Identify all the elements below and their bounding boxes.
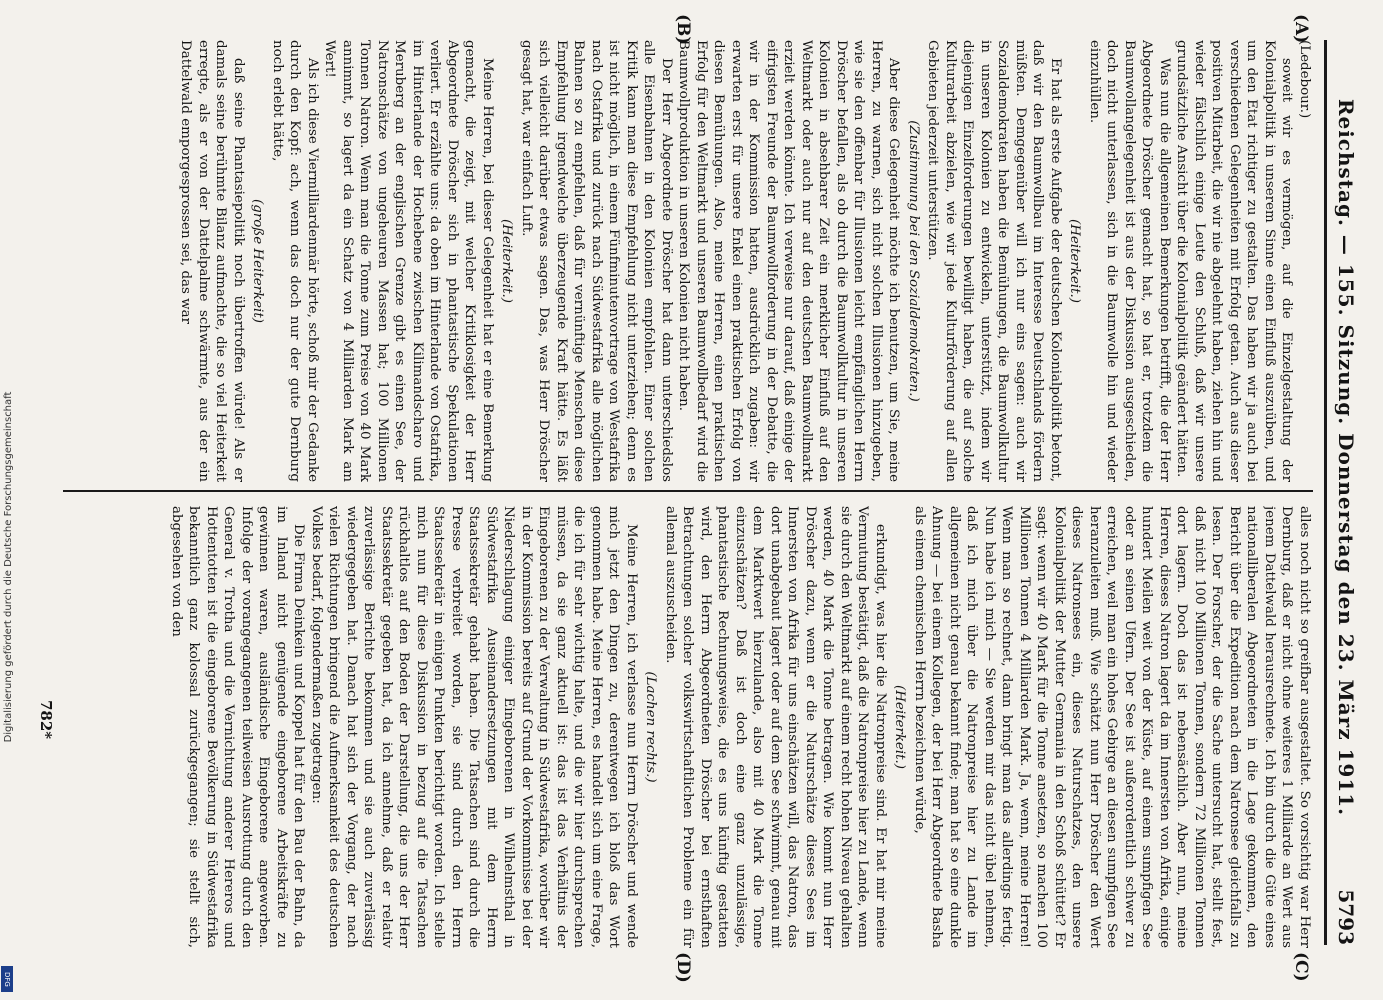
paragraph: daß seine Phantasiepolitik noch übertroffen würde! Als er damals seine berühmte Bilanz aufmachte, die so viel Heiterkeit erregte, als er von der Dattelpalme schwärmte, aus der ein Dattelwald emporgesprossen sei, das war	[178, 40, 246, 482]
interjection: (große Heiterkeit)	[250, 199, 266, 323]
speaker-line: (Ledebour.)	[1297, 40, 1312, 119]
paragraph: Der Herr Abgeordnete Dröscher hat dann unterschiedslos alle Eisenbahnen in den Kolonien empfohlen. Einer solchen Kritik kann man diese Empfehlung nicht unterziehen; denn es ist nicht möglich, in einem Fünfminutenvortrage von Westafrika nach Ostafrika und zurück nach Südwestafrika alle möglichen Bahnen so zu empfehlen, daß für vernünftige Menschen diese Empfehlung irgendwelche überzeugende Kraft hätte. Es läßt sich vielleicht darüber etwas sagen. Das, was Herr Dröscher gesagt hat, war einfach Luft.	[519, 40, 674, 482]
paragraph: Er hat als erste Aufgabe der deutschen Kolonialpolitik betont, daß wir den Baumwollbau im Interesse Deutschlands fördern müßten. Demgegenüber will ich nur eins sagen: auch wir Sozialdemokraten haben die Bemühungen, die Baumwollkultur in unseren Kolonien zu entwickeln, unterstützt, indem wir diejenigen Einzelforderungen bewilligt haben, die auf solche Kulturarbeit abzielen, wie wir jede Kulturförderung auf allen Gebieten jederzeit unterstützen.	[925, 40, 1063, 482]
paragraph: Aber diese Gelegenheit möchte ich benutzen, um Sie, meine Herren, zu warnen, sich nicht solchen Illusionen hinzugeben, wie sie den offenbar für Illusionen leicht empfänglichen Herrn Dröscher befallen, als ob durch die Baumwollkultur in unseren Kolonien in absehbarer Zeit ein merklicher Einfluß auf den Weltmarkt oder auch nur auf den deutschen Baumwollmarkt erzielt werden könnte. Ich verweise nur darauf, daß einige der eifrigsten Freunde der Baumwollforderung in der Debatte, die wir in der Kommission hatten, ausdrücklich zugaben: wir erwarten erst für unsere Enkel einen praktischen Erfolg von diesen Bemühungen. Also, meine Herren, einen praktischen Erfolg für den Weltmarkt und unseren Baumwollbedarf wird die Baumwollproduktion in unseren Kolonien nicht haben.	[676, 40, 902, 482]
header-rule	[1324, 40, 1327, 945]
dfg-logo: DFG	[1, 966, 13, 992]
page-number: 5793	[1334, 889, 1358, 945]
interjection: (Zustimmung bei den Sozialdemokraten.)	[906, 120, 921, 402]
signature-mark: 782*	[37, 700, 55, 740]
digitization-gutter	[0, 160, 14, 1000]
paragraph: erkundigt, was hier die Natronpreise sind. Er hat mir meine Vermutung bestätigt, daß die Natronpreise hier zu Lande, wenn sie durch den Weltmarkt auf einem recht hohen Niveau gehalten werden, 40 Mark die Tonne betragen. Wie kommt nun Herr Dröscher dazu, wenn er die Naturschätze dieses Sees im Innersten von Afrika für uns einschätzen will, das Natron, das dort unabgebaut lagert oder auf dem See schwimmt, genau mit dem Marktwert hierzulande, also mit 40 Mark die Tonne einzuschätzen? Daß ist doch eine ganz unzulässige, phantastische Rechnungsweise, die es uns künftig gestatten wird, den Herrn Abgeordneten Dröscher bei ernsthaften Betrachtungen solcher volkswirtschaftlichen Probleme ein für allemal auszuscheiden.	[663, 506, 888, 948]
right-column	[63, 506, 1313, 948]
page-header	[1331, 40, 1361, 945]
paragraph: Meine Herren, ich verlasse nun Herrn Dröscher und wende mich jetzt den Dingen zu, derentwegen ich bloß das Wort genommen habe. Meine Herren, es handelt sich um eine Frage, die ich für sehr wichtig halte, und die wir hier durchsprechen müssen, da sie ganz aktuell ist: das ist das Verhältnis der Eingeborenen zu der Verwaltung in Südwestafrika, worüber wir in der Kommission bereits auf Grund der Vorkommnisse bei der Niederschlagung einiger Eingeborenen in Wilhelmsthal in Südwestafrika Auseinandersetzungen mit dem Herrn Staatssekretär gehabt haben. Die Tatsachen sind durch die Presse verbreitet worden, sie sind durch den Herrn Staatssekretär in einigen Punkten berichtigt worden. Ich stelle mich nun für diese Diskussion in bezug auf die Tatsachen rückhaltlos auf den Boden der Darstellung, die uns der Herr Staatssekretär gegeben hat, da ich annehme, daß er relativ zuverlässige Berichte bekommen und sie auch zuverlässig wiedergegeben hat. Danach hat sich der Vorgang, der nach vielen Richtungen bringend die Aufmerksamkeit des deutschen Volkes bedarf, folgendermaßen zugetragen:	[309, 506, 639, 948]
header-title: Reichstag. — 155. Sitzung. Donnerstag den 23. März 1911.	[1334, 98, 1358, 817]
column-divider	[63, 490, 1313, 492]
margin-letter-a: (A)	[1291, 14, 1311, 44]
paragraph: Meine Herren, bei dieser Gelegenheit hat er eine Bemerkung gemacht, die zeigt, mit welcher Kritiklosigkeit der Herr Abgeordnete Dröscher sich in phantastische Spekulationen verliert. Er erzählte uns: da oben im Hinterlande von Ostafrika, im Hinterlande der Hochebene zwischen Kilimandscharo und Meruberg an der englischen Grenze gibt es einen See, der Natronschätze von ungeheuren Massen hat; 100 Millionen Tonnen Natron. Wenn man die Tonne zum Preise von 40 Mark annimmt, so lagert da ein Schatz von 4 Milliarden Mark am Wert!	[322, 40, 495, 482]
interjection: (Heiterkeit.)	[892, 685, 908, 769]
interjection: (Heiterkeit.)	[1067, 219, 1083, 303]
paragraph: soweit wir es vermögen, auf die Einzelgestaltung der Kolonialpolitik in unserem Sinne einen Einfluß auszuüben, und um den Etat richtiger zu gestalten. Das haben wir ja auch bei verschiedenen Gelegenheiten mit Erfolg getan. Auch aus dieser positiven Mitarbeit, die wir nie abgelehnt haben, ziehen hin und wieder fälschlich einige Leute den Schluß, daß wir unsere grundsätzliche Ansicht über die Kolonialpolitik geändert hätten.	[1174, 40, 1295, 482]
interjection: (Heiterkeit.)	[499, 219, 515, 303]
margin-letter-d: (D)	[673, 952, 693, 983]
interjection: (Lachen rechts.)	[643, 671, 659, 783]
funding-note: Digitalisierung gefördert durch die Deutsche Forschungsgemeinschaft	[3, 391, 14, 743]
margin-letter-b: (B)	[673, 14, 693, 45]
left-column	[63, 40, 1313, 482]
paragraph: Was nun die allgemeinen Bemerkungen betrifft, die der Herr Abgeordnete Dröscher gemacht hat, so hat er, trotzdem die Baumwollangelegenheit ist aus der Diskussion ausgeschieden, doch nicht unterlassen, sich in die Baumwolle hin und wieder einzuhüllen.	[1087, 40, 1172, 482]
speaker-line: alles noch nicht so greifbar ausgestaltet. So vorsichtig war Herr Dernburg, daß er nicht ohne weiteres 1 Milliarde an Wert aus jenem Dattelwald herausrechnete. Ich bin durch die Güte eines nationalliberalen Abgeordneten in die Lage gekommen, den Bericht über die Expedition nach dem Natronsee gleichfalls zu lesen. Der Forscher, der die Sache untersucht hat, stellt fest, daß nicht 100 Millionen Tonnen, sondern 72 Millionen Tonnen dort lagern. Doch das ist nebensächlich. Aber nun, meine Herren, dieses Natron lagert da im Innersten von Afrika, einige hundert Meilen weit von der Küste, auf einem sumpfigen See oder an seinen Ufern. Der See ist außerordentlich schwer zu erreichen, weil man ein hohes Gebirge an diesen sumpfigen See heranzuleiten muß. Wie schätzt nun Herr Dröscher den Wert dieses Natronsees ein, dieses Naturschatzes, den unsere Kolonialpolitik der Mutter Germania in den Schoß schüttet? Er sagt: wenn wir 40 Mark für die Tonne ansetzen, so machen 100 Millionen Tonnen 4 Milliarden Mark. Ja, wenn, meine Herren! Wenn man so rechnet, dann bringt man das allerdings fertig. Nun habe ich mich — Sie werden mir das nicht übel nehmen, daß ich mich über die Natronpreise hier zu Lande im allgemeinen nicht genau bekannt finde; man hat so eine dunkle Ahnung — bei einem Kollegen, der bei Herr Abgeordnete Basha als einem chemischen Herrn bezeichnen würde,	[912, 506, 1312, 948]
margin-letter-c: (C)	[1291, 952, 1311, 982]
paragraph: Die Firma Deinkein und Koppel hat für den Bau der Bahn, da im Inland nicht genügende eingeborene Arbeitskräfte zu gewinnen waren, ausländische Eingeborene angeworben. Infolge der vorangegangenen teilweisen Ausrottung durch den General v. Trotha und die Vernichtung anderer Hereros und Hottentotten ist die eingeborene Bevölkerung in Südwestafrika bekanntlich ganz kolossal zurückgegangen; sie stellt sich, abgesehen von den	[169, 506, 307, 948]
paragraph: Als ich diese Viermilliardenmär hörte, schoß mir der Gedanke durch den Kopf: ach, wenn das doch nur der gute Dernburg noch erlebt hätte,	[270, 40, 320, 482]
